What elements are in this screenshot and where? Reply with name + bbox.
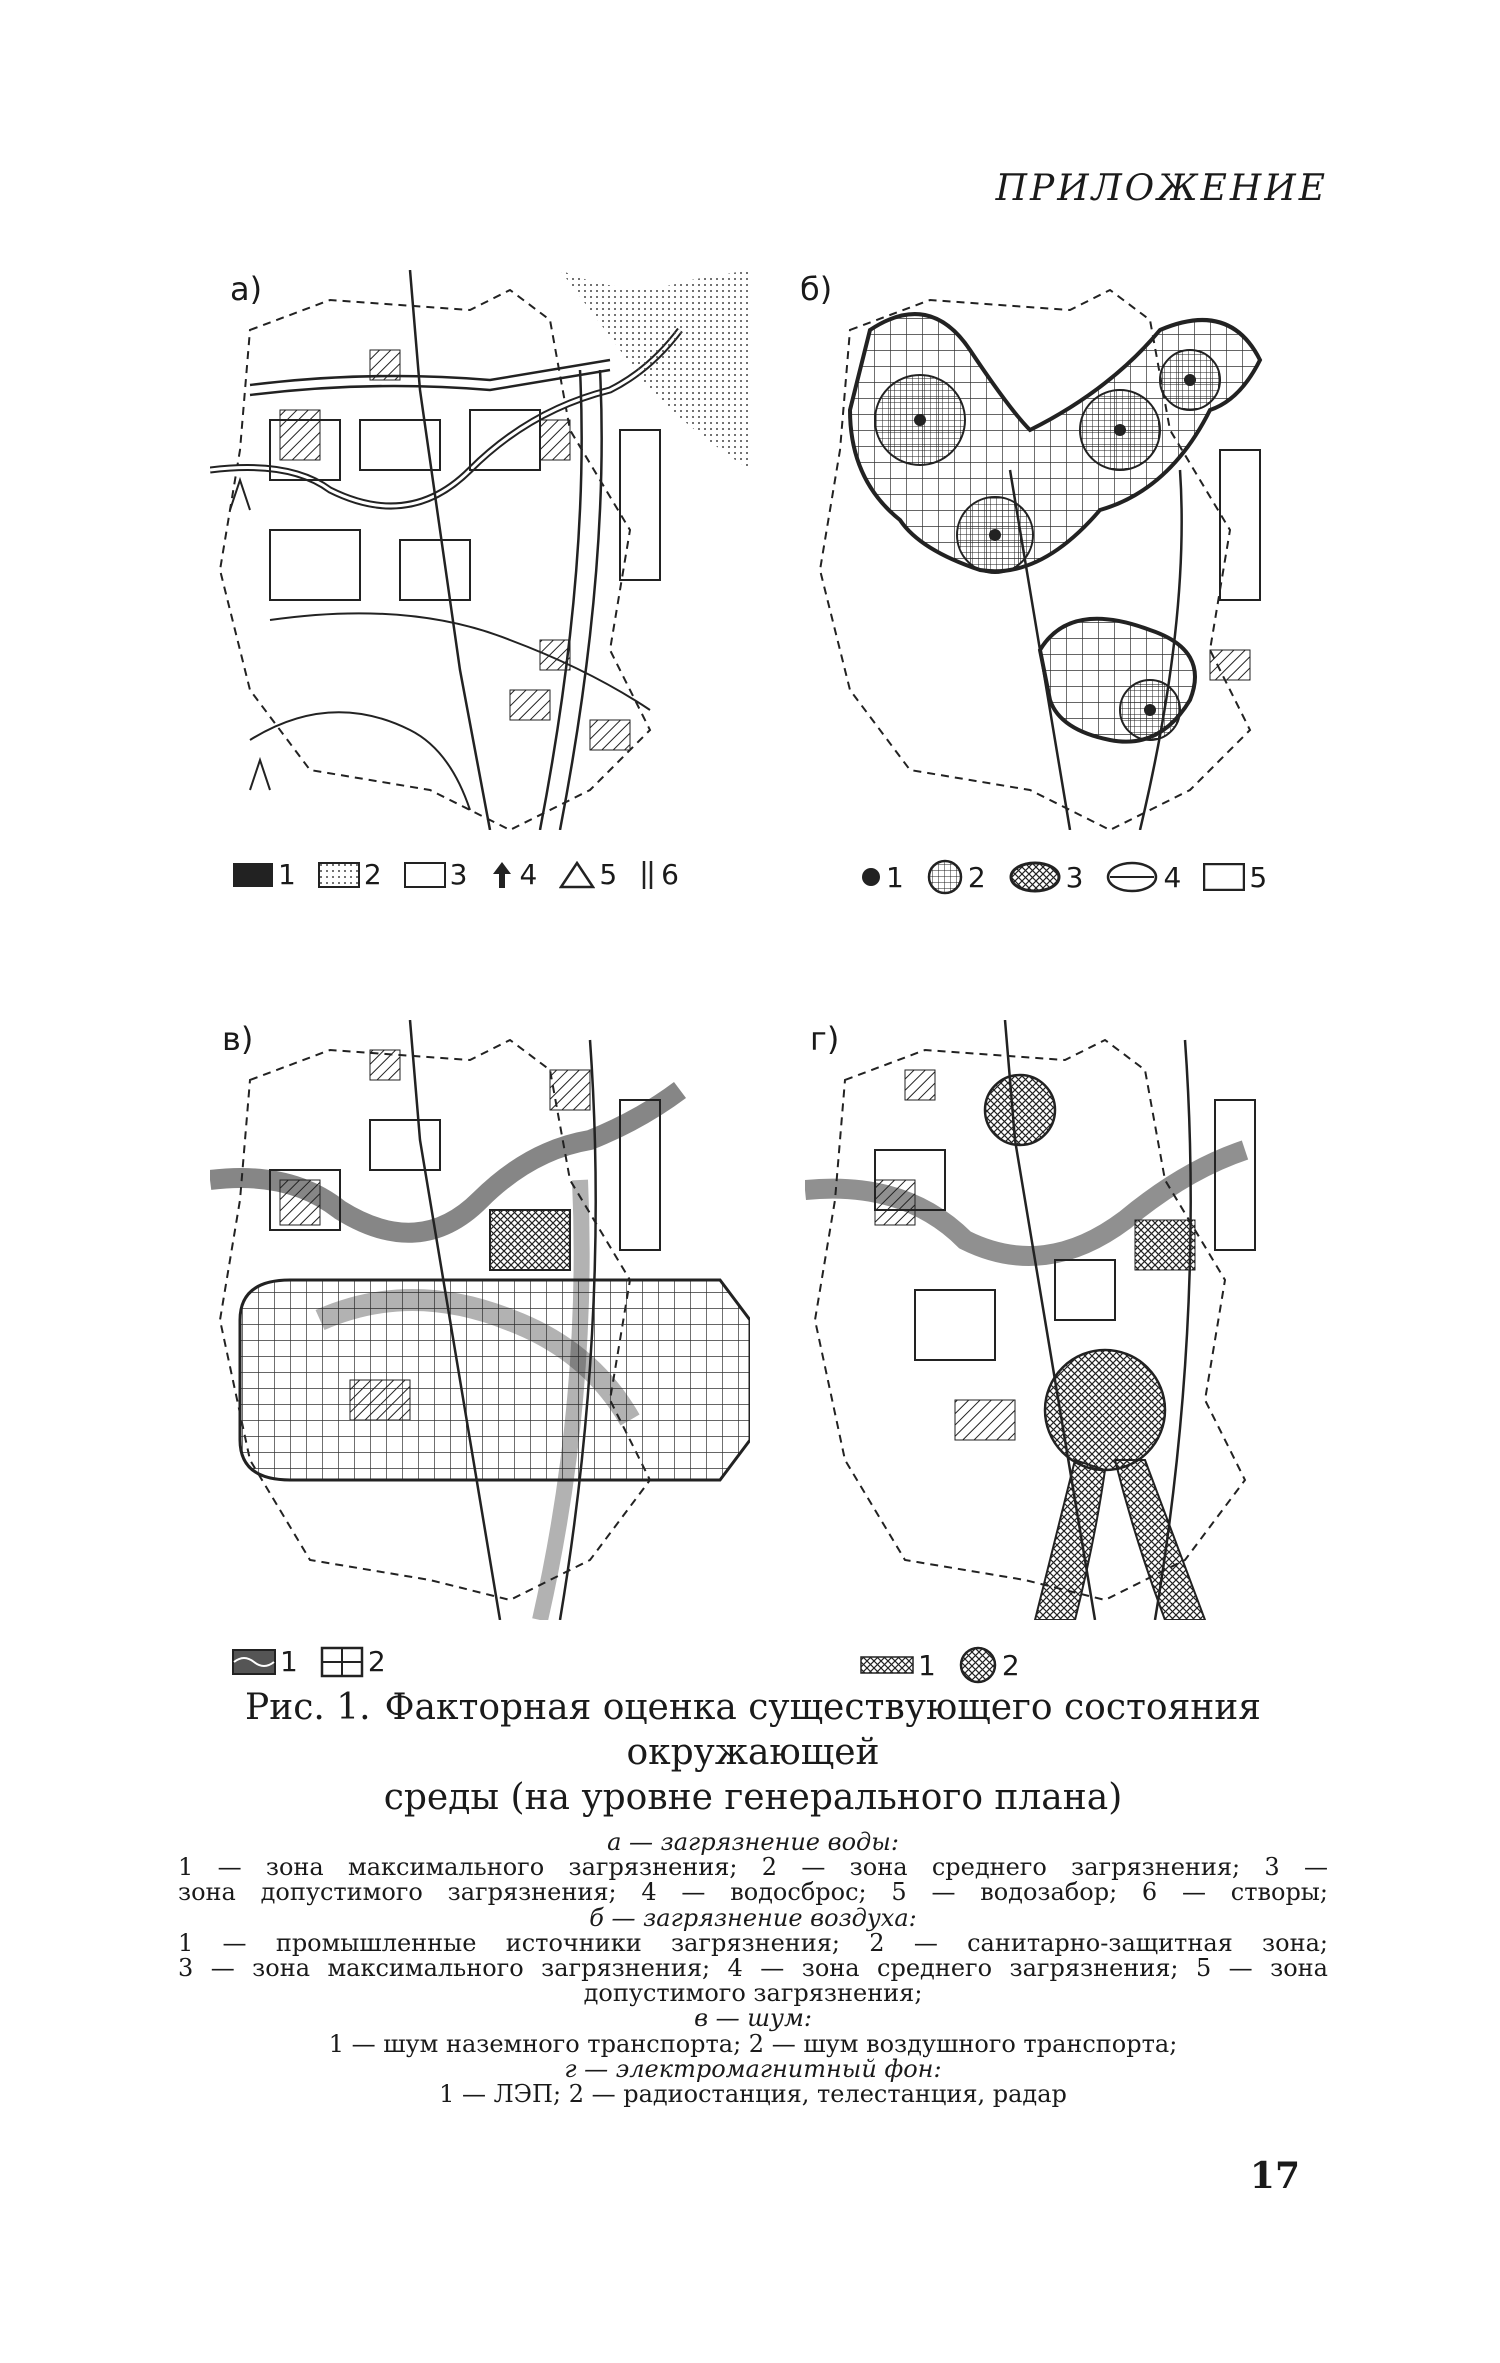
legend-a-item-3 [404, 858, 468, 891]
panel-g-label: г) [810, 1020, 840, 1058]
medium-pollution-swatch-icon [318, 862, 360, 888]
max-air-pollution-zone-icon [1008, 860, 1062, 894]
ground-transport-noise-icon [232, 1648, 276, 1676]
legend-v-label-1: 1 [280, 1645, 298, 1678]
caption-line: допустимого загрязнения; [583, 1979, 923, 2008]
legend-a-label-4: 4 [519, 858, 538, 891]
radio-station-icon [958, 1645, 998, 1685]
legend-v-item-2 [320, 1645, 386, 1678]
sanitary-zone-icon [926, 858, 964, 896]
caption-line: в — шум: [694, 2004, 812, 2033]
legend-a-label-1: 1 [278, 858, 296, 891]
air-transport-noise-icon [320, 1646, 364, 1678]
panel-b-label: б) [800, 270, 833, 308]
legend-a-item-2 [318, 858, 382, 891]
legend-b-item-2 [926, 858, 986, 896]
legend-b-label-4: 4 [1163, 860, 1182, 894]
panel-v-label: в) [222, 1020, 254, 1058]
legend-a-item-1 [232, 858, 296, 891]
caption-title-line1 [178, 1685, 1328, 1775]
panel-a-label: а) [230, 270, 263, 308]
legend-b-item-1 [860, 861, 904, 894]
legend-a-item-4 [489, 858, 537, 891]
allowable-pollution-swatch-icon [404, 862, 446, 888]
caption-line: а — загрязнение воды: [607, 1828, 899, 1856]
caption-line: 1 — ЛЭП; 2 — радиостанция, телестанция, радар [439, 2079, 1067, 2108]
page-number: 17 [1249, 2155, 1300, 2197]
legend-b [860, 858, 1289, 896]
medium-air-pollution-zone-icon [1105, 860, 1159, 894]
gauge-section-icon [639, 859, 657, 891]
legend-b-item-5 [1203, 861, 1267, 894]
intake-triangle-icon [559, 861, 595, 889]
map-panel-g [805, 1020, 1325, 1620]
legend-b-label-1: 1 [886, 860, 904, 894]
allowable-air-pollution-zone-icon [1203, 863, 1245, 891]
legend-a-label-6: 6 [661, 858, 679, 891]
caption-line: г — электромагнитный фон: [564, 2054, 942, 2083]
legend-a [232, 858, 701, 891]
legend-v-label-2: 2 [367, 1645, 386, 1678]
map-g-figure [805, 1020, 1325, 1620]
legend-b-label-5: 5 [1249, 860, 1268, 894]
legend-b-label-3: 3 [1065, 860, 1084, 894]
legend-a-label-3: 3 [449, 858, 468, 891]
caption-line: зона допустимого загрязнения; 4 — водосброс; 5 — водозабор; 6 — створы; [178, 1878, 1328, 1907]
legend-a-label-2: 2 [363, 858, 382, 891]
legend-b-item-3 [1008, 860, 1084, 894]
legend-a-item-6 [639, 858, 679, 891]
caption-line: 1 — промышленные источники загрязнения; 2 — санитарно-защитная зона; [178, 1928, 1328, 1957]
legend-b-item-4 [1105, 860, 1181, 894]
figure-caption [178, 1685, 1328, 2107]
map-panel-b [810, 270, 1330, 830]
map-panel-a [210, 270, 750, 830]
map-panel-v [210, 1020, 750, 1620]
map-v-figure [210, 1020, 750, 1620]
legend-v [232, 1645, 408, 1678]
power-line-icon [860, 1654, 914, 1676]
running-header: ПРИЛОЖЕНИЕ [995, 168, 1328, 209]
caption-line: 1 — шум наземного транспорта; 2 — шум воздушного транспорта; [328, 2029, 1178, 2058]
legend-g-item-1 [860, 1649, 936, 1682]
legend-v-item-1 [232, 1645, 298, 1678]
caption-title-text: Факторная оценка существующего состояния окружающей [384, 1687, 1261, 1773]
legend-a-label-5: 5 [599, 858, 618, 891]
legend-g-item-2 [958, 1645, 1020, 1685]
figure-number: Рис. 1. [245, 1687, 371, 1728]
discharge-arrow-icon [489, 860, 515, 890]
caption-line: б — загрязнение воздуха: [589, 1903, 917, 1932]
caption-line: 1 — зона максимального загрязнения; 2 — зона среднего загрязнения; 3 — [178, 1853, 1328, 1882]
legend-g [860, 1645, 1042, 1685]
max-pollution-swatch-icon [232, 862, 274, 888]
caption-line: 3 — зона максимального загрязнения; 4 — зона среднего загрязнения; 5 — зона [178, 1953, 1328, 1982]
legend-b-label-2: 2 [967, 860, 986, 894]
legend-g-label-1: 1 [918, 1648, 936, 1682]
legend-g-label-2: 2 [1001, 1648, 1020, 1682]
industrial-source-icon [860, 866, 882, 888]
caption-title-line2: среды (на уровне генерального плана) [383, 1777, 1123, 1818]
caption-body [178, 1830, 1328, 2107]
map-b-figure [810, 270, 1330, 830]
map-a-figure [210, 270, 750, 830]
legend-a-item-5 [559, 858, 617, 891]
